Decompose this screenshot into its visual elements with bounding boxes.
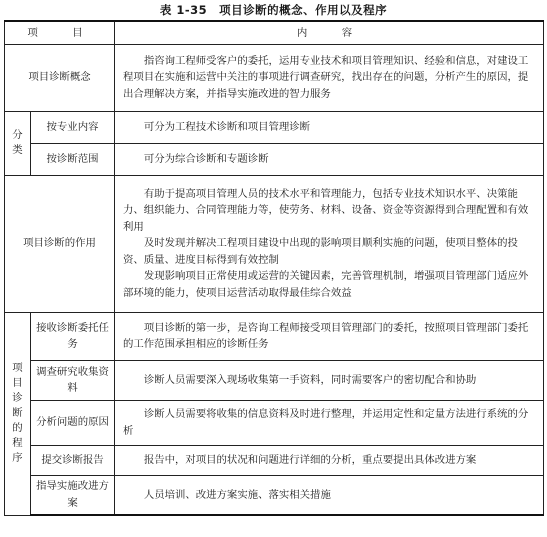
concept-text: 指咨询工程师受客户的委托，运用专业技术和项目管理知识、经验和信息，对建设工程项目在实施和运营中关注的事项进行调查研究，找出存在的问题，分析产生的原因，提出合理解决方案，并指导实施改进的智力服务 — [115, 44, 544, 111]
procedure-step-label: 接收诊断委托任务 — [31, 312, 115, 360]
procedure-label: 项目诊断的程序 — [5, 312, 31, 515]
role-text — [115, 175, 544, 312]
procedure-row — [5, 475, 544, 515]
header-content: 内 容 — [115, 21, 544, 44]
procedure-step-label: 指导实施改进方案 — [31, 475, 115, 515]
procedure-row — [5, 360, 544, 400]
procedure-step-label: 调查研究收集资料 — [31, 360, 115, 400]
role-label: 项目诊断的作用 — [5, 175, 115, 312]
header-item: 项 目 — [5, 21, 115, 44]
procedure-row — [5, 445, 544, 475]
diagnosis-table — [4, 20, 544, 516]
procedure-row — [5, 400, 544, 445]
concept-row — [5, 44, 544, 111]
classification-row-professional — [5, 111, 544, 143]
procedure-row — [5, 312, 544, 360]
concept-label: 项目诊断概念 — [5, 44, 115, 111]
classification-label: 分类 — [5, 111, 31, 175]
procedure-step-text: 诊断人员需要将收集的信息资料及时进行整理，并运用定性和定量方法进行系统的分析 — [115, 400, 544, 445]
classification-text: 可分为工程技术诊断和项目管理诊断 — [115, 111, 544, 143]
procedure-step-label: 分析问题的原因 — [31, 400, 115, 445]
table-caption: 表 1-35 项目诊断的概念、作用以及程序 — [159, 3, 388, 17]
procedure-step-text: 人员培训、改进方案实施、落实相关措施 — [115, 475, 544, 515]
role-paragraph: 发现影响项目正常使用或运营的关键因素，完善管理机制，增强项目管理部门适应外部环境的能力，使项目运营活动取得最佳综合效益 — [123, 270, 529, 299]
procedure-step-label: 提交诊断报告 — [31, 445, 115, 475]
header-row — [5, 21, 544, 44]
procedure-step-text: 报告中，对项目的状况和问题进行详细的分析，重点要提出具体改进方案 — [115, 445, 544, 475]
role-paragraph: 及时发现并解决工程项目建设中出现的影响项目顺利实施的问题，使项目整体的投资、质量、进度目标得到有效控制 — [123, 237, 518, 266]
classification-sub-label: 按诊断范围 — [31, 143, 115, 175]
role-row — [5, 175, 544, 312]
classification-sub-label: 按专业内容 — [31, 111, 115, 143]
procedure-step-text: 诊断人员需要深入现场收集第一手资料，同时需要客户的密切配合和协助 — [115, 360, 544, 400]
role-paragraph: 有助于提高项目管理人员的技术水平和管理能力，包括专业技术知识水平、决策能力、组织能力、合同管理能力等，使劳务、材料、设备、资金等资源得到合理配置和有效利用 — [123, 187, 529, 233]
classification-row-scope — [5, 143, 544, 175]
classification-text: 可分为综合诊断和专题诊断 — [115, 143, 544, 175]
procedure-step-text: 项目诊断的第一步，是咨询工程师接受项目管理部门的委托，按照项目管理部门委托的工作范围承担相应的诊断任务 — [115, 312, 544, 360]
